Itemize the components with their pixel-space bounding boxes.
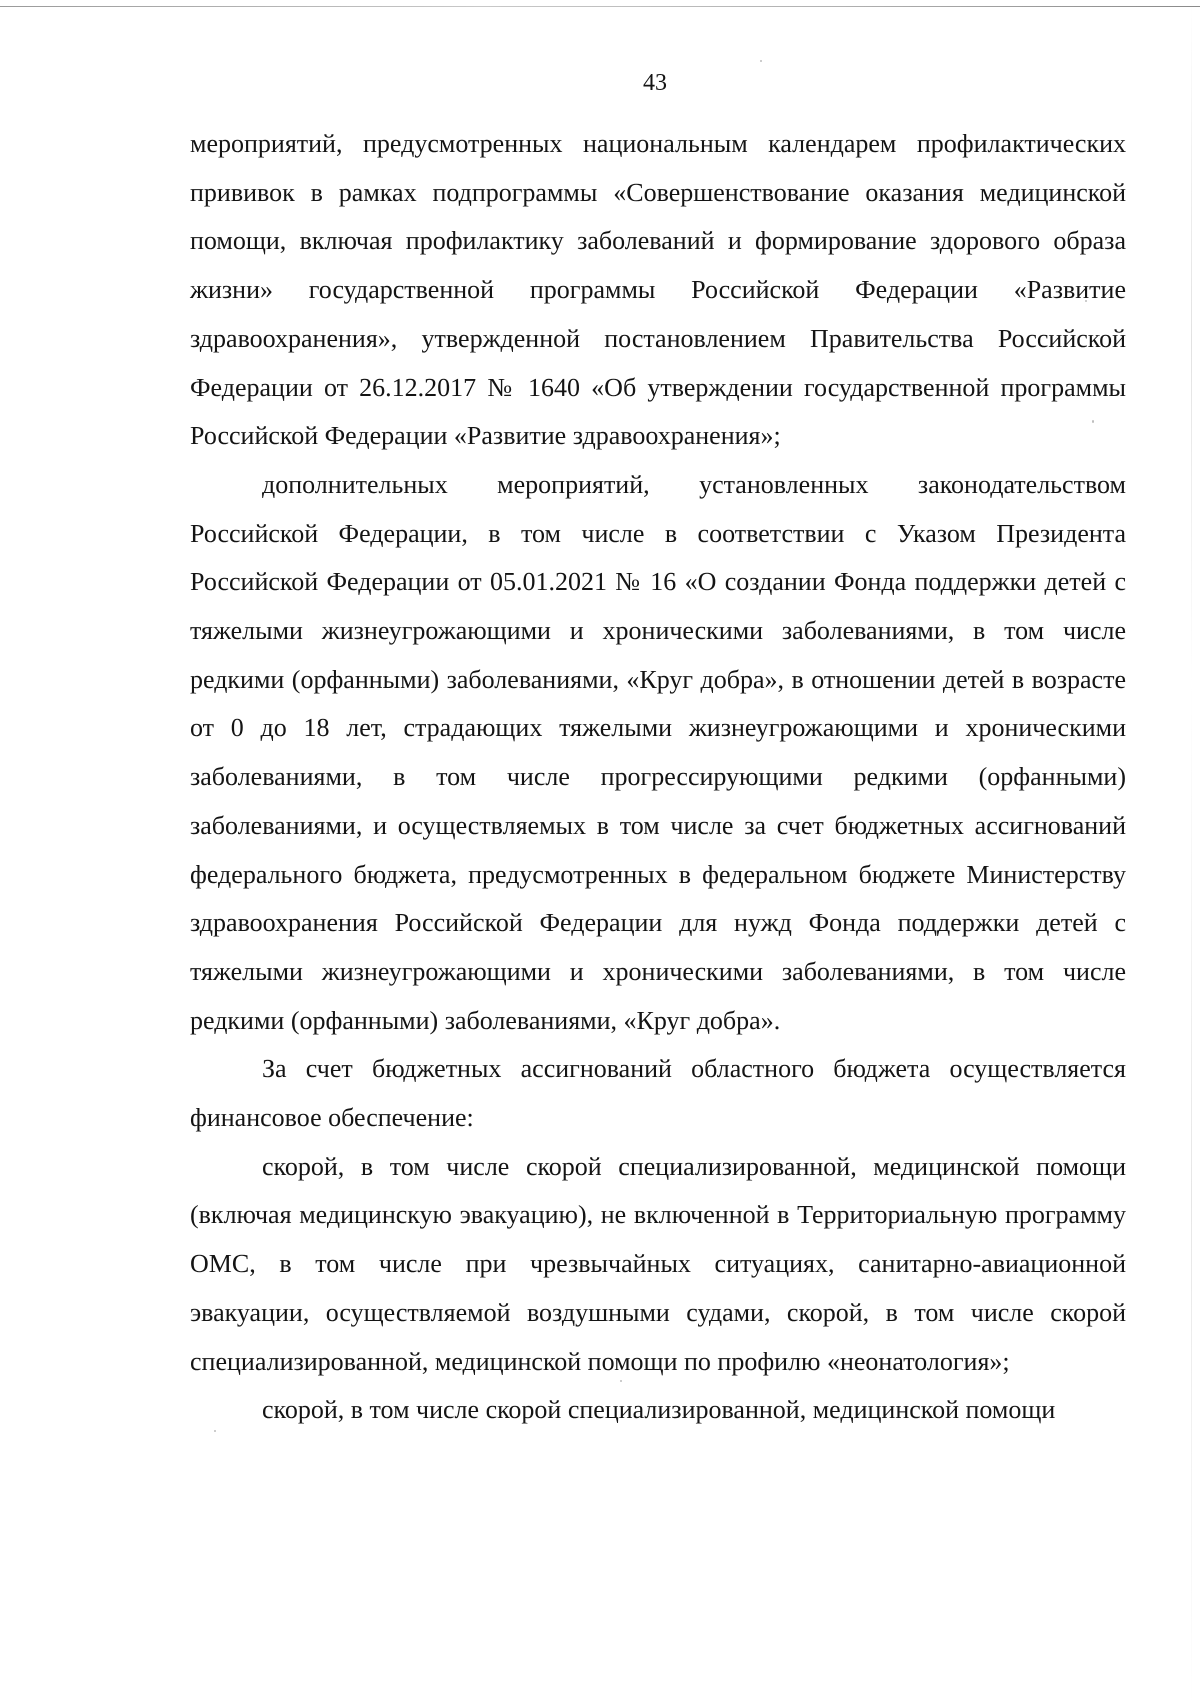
paragraph-additional-measures: дополнительных мероприятий, установленных законодательством Российской Федерации, в том числе в соответствии с Указом Президента Российской Федерации от 05.01.2021 № 16 «О создании Фонда поддержки детей с тяжелыми жизнеугрожающими и хроническими заболеваниями, в том числе редкими (орфанными) заболеваниями, «Круг добра», в отношении детей в возрасте от 0 до 18 лет, страдающих тяжелыми жизнеугрожающими и хроническими заболеваниями, в том числе прогрессирующими редкими (орфанными) заболеваниями, и осуществляемых в том числе за счет бюджетных ассигнований федерального бюджета, предусмотренных в федеральном бюджете Министерству здравоохранения Российской Федерации для нужд Фонда поддержки детей с тяжелыми жизнеугрожающими и хроническими заболеваниями, в том числе редкими (орфанными) заболеваниями, «Круг добра».: [190, 469, 1126, 1035]
paragraph-vaccination-calendar: мероприятий, предусмотренных национальным календарем профилактических прививок в рамках подпрограммы «Совершенствование оказания медицинской помощи, включая профилактику заболеваний и формирование здорового образа жизни» государственной программы Российской Федерации «Развитие здравоохранения», утвержденной постановлением Правительства Российской Федерации от 26.12.2017 № 1640 «Об утверждении государственной программы Российской Федерации «Развитие здравоохранения»;: [190, 129, 1126, 451]
page-number: 43: [643, 70, 667, 96]
paragraph-emergency-care: скорой, в том числе скорой специализированной, медицинской помощи (включая медицинскую эвакуацию), не включенной в Территориальную программу ОМС, в том числе при чрезвычайных ситуациях, санитарно-авиационной эвакуации, осуществляемой воздушными судами, скорой, в том числе скорой специализированной, медицинской помощи по профилю «неонатология»;: [190, 1151, 1126, 1376]
scan-edge-right: [1191, 0, 1192, 1707]
paragraph-emergency-care-continued: скорой, в том числе скорой специализированной, медицинской помощи: [262, 1395, 1056, 1425]
scan-edge-top: [0, 6, 1200, 7]
scan-speck: [760, 60, 762, 62]
document-body: [190, 120, 1126, 1435]
paragraph-regional-budget-intro: За счет бюджетных ассигнований областного бюджета осуществляется финансовое обеспечение:: [190, 1054, 1126, 1133]
